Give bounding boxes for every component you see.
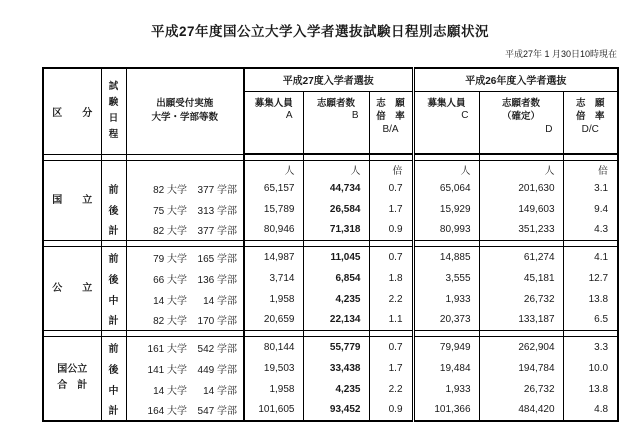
header-col-a: 募集人員 A [244,91,303,154]
cell-c: 1,933 [413,289,479,310]
cell-d: 149,603 [479,199,563,220]
cell-b: 26,584 [303,199,369,220]
header-schedule: 試験日程 [101,68,126,154]
cell-b: 11,045 [303,247,369,268]
header-col-c: 募集人員 C [413,91,479,154]
table-row [43,337,618,358]
cell-univ-count: 82 大学 377 学部 [126,178,244,199]
units-row [43,161,618,178]
cell-dc: 3.1 [563,178,618,199]
table-row [43,400,618,421]
timestamp: 平成27年 1 月30日10時現在 [504,49,617,59]
cell-c: 19,484 [413,358,479,379]
cell-ba: 0.7 [369,178,413,199]
cell-a: 3,714 [244,268,303,289]
cell-ba: 2.2 [369,289,413,310]
cell-b: 71,318 [303,220,369,241]
cell-dc: 9.4 [563,199,618,220]
cell-c: 101,366 [413,400,479,421]
page-title: 平成27年度国公立大学入学者選抜試験日程別志願状況 [150,24,489,39]
header-col-ba: 志 願 倍 率 B/A [369,91,413,154]
cell-ba: 1.1 [369,310,413,331]
cell-d: 201,630 [479,178,563,199]
cell-a: 1,958 [244,379,303,400]
header-group-row [43,68,618,91]
table-row [43,199,618,220]
header-group-h27: 平成27度入学者選抜 [244,68,413,91]
cell-c: 65,064 [413,178,479,199]
cell-c: 1,933 [413,379,479,400]
cell-a: 19,503 [244,358,303,379]
cell-c: 14,885 [413,247,479,268]
table-row [43,310,618,331]
cell-dc: 4.1 [563,247,618,268]
cell-b: 4,235 [303,379,369,400]
cell-c: 79,949 [413,337,479,358]
cell-c: 15,929 [413,199,479,220]
cell-dc: 6.5 [563,310,618,331]
cell-dc: 10.0 [563,358,618,379]
header-col-b: 志願者数 B [303,91,369,154]
cell-dc: 4.8 [563,400,618,421]
table-row [43,379,618,400]
cell-schedule: 前 [101,178,126,199]
cell-univ-count: 75 大学 313 学部 [126,199,244,220]
cell-schedule: 計 [101,310,126,331]
cell-d: 351,233 [479,220,563,241]
table-row [43,178,618,199]
cell-a: 80,144 [244,337,303,358]
cell-dc: 12.7 [563,268,618,289]
unit-c: 人 [413,161,479,178]
cell-d: 262,904 [479,337,563,358]
header-univ-count: 出願受付実施 大学・学部等数 [126,68,244,154]
cell-ba: 1.7 [369,199,413,220]
cell-ba: 2.2 [369,379,413,400]
block-label-national: 国 立 [43,161,101,241]
cell-d: 45,181 [479,268,563,289]
table-row [43,268,618,289]
cell-c: 80,993 [413,220,479,241]
cell-univ-count: 164 大学 547 学部 [126,400,244,421]
table-row [43,220,618,241]
cell-univ-count: 66 大学 136 学部 [126,268,244,289]
cell-schedule: 計 [101,220,126,241]
unit-a: 人 [244,161,303,178]
cell-dc: 13.8 [563,289,618,310]
cell-a: 1,958 [244,289,303,310]
cell-a: 15,789 [244,199,303,220]
cell-schedule: 計 [101,400,126,421]
block-label-total: 国公立 合 計 [43,337,101,421]
cell-ba: 0.9 [369,220,413,241]
cell-schedule: 中 [101,379,126,400]
cell-a: 65,157 [244,178,303,199]
unit-b: 人 [303,161,369,178]
block-label-public: 公 立 [43,247,101,331]
cell-d: 484,420 [479,400,563,421]
cell-a: 20,659 [244,310,303,331]
cell-d: 26,732 [479,289,563,310]
cell-dc: 13.8 [563,379,618,400]
cell-b: 6,854 [303,268,369,289]
cell-univ-count: 82 大学 170 学部 [126,310,244,331]
cell-b: 55,779 [303,337,369,358]
cell-univ-count: 14 大学 14 学部 [126,379,244,400]
cell-a: 80,946 [244,220,303,241]
application-status-table [42,67,619,422]
cell-b: 93,452 [303,400,369,421]
cell-univ-count: 161 大学 542 学部 [126,337,244,358]
cell-a: 14,987 [244,247,303,268]
cell-schedule: 前 [101,337,126,358]
cell-schedule: 後 [101,268,126,289]
cell-schedule: 中 [101,289,126,310]
cell-b: 33,438 [303,358,369,379]
cell-univ-count: 79 大学 165 学部 [126,247,244,268]
cell-b: 44,734 [303,178,369,199]
cell-ba: 0.7 [369,337,413,358]
cell-univ-count: 14 大学 14 学部 [126,289,244,310]
cell-b: 22,134 [303,310,369,331]
unit-d: 人 [479,161,563,178]
header-group-h26: 平成26年度入学者選抜 [413,68,618,91]
cell-ba: 0.9 [369,400,413,421]
cell-b: 4,235 [303,289,369,310]
header-col-d: 志願者数 （確定） D [479,91,563,154]
table-row [43,247,618,268]
cell-c: 20,373 [413,310,479,331]
table-row [43,289,618,310]
header-col-dc: 志 願 倍 率 D/C [563,91,618,154]
cell-schedule: 後 [101,199,126,220]
cell-c: 3,555 [413,268,479,289]
cell-schedule: 後 [101,358,126,379]
cell-ba: 1.8 [369,268,413,289]
cell-dc: 3.3 [563,337,618,358]
header-kubun: 区 分 [43,68,101,154]
cell-univ-count: 82 大学 377 学部 [126,220,244,241]
cell-schedule: 前 [101,247,126,268]
cell-ba: 0.7 [369,247,413,268]
cell-d: 133,187 [479,310,563,331]
cell-d: 61,274 [479,247,563,268]
cell-d: 26,732 [479,379,563,400]
cell-univ-count: 141 大学 449 学部 [126,358,244,379]
cell-d: 194,784 [479,358,563,379]
cell-ba: 1.7 [369,358,413,379]
unit-dc: 倍 [563,161,618,178]
cell-dc: 4.3 [563,220,618,241]
cell-a: 101,605 [244,400,303,421]
unit-ba: 倍 [369,161,413,178]
table-row [43,358,618,379]
